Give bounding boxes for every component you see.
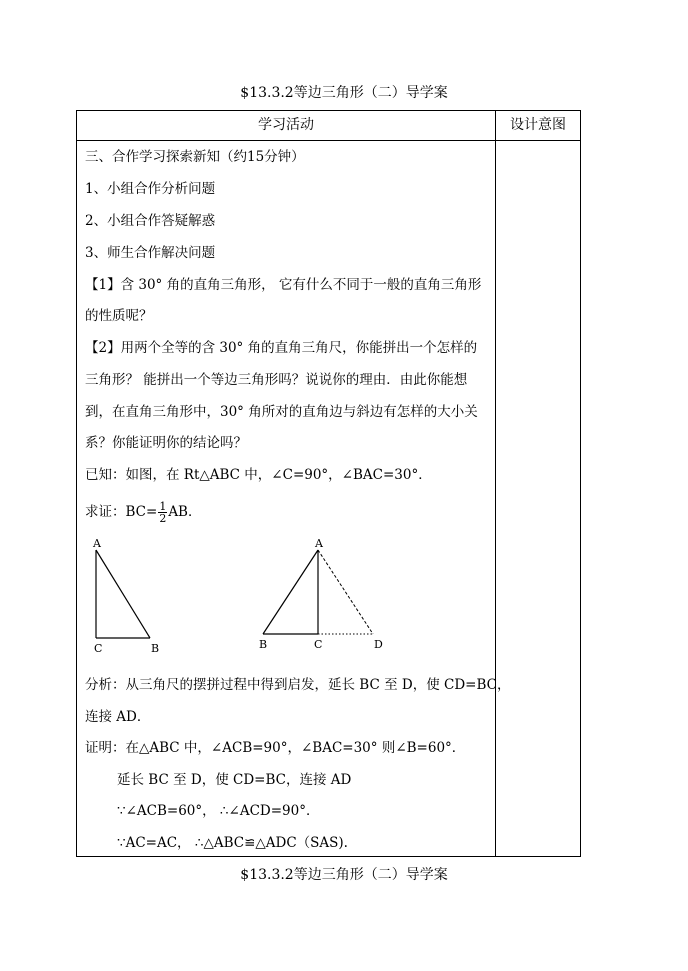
fig2-side-ad-dashed bbox=[318, 550, 373, 634]
figure-right-triangle-abc bbox=[92, 537, 159, 655]
fig2-label-c: C bbox=[314, 638, 323, 651]
question-1-line-2: 的性质呢？ bbox=[85, 308, 153, 324]
fraction-numerator: 1 bbox=[159, 500, 167, 513]
question-2-line-2: 三角形？ 能拼出一个等边三角形吗？说说你的理由．由此你能想 bbox=[85, 372, 468, 388]
column-header-intent: 设计意图 bbox=[510, 117, 566, 133]
proof-line-1: 证明：在△ABC 中，∠ACB=90°，∠BAC=30° 则∠B=60°． bbox=[85, 740, 466, 756]
fraction-one-half bbox=[158, 501, 167, 524]
fig2-label-a: A bbox=[315, 537, 323, 550]
proof-line-3: ∵∠ACB=60°， ∴∠ACD=90°． bbox=[117, 803, 320, 819]
prove-prefix: 求证：BC= bbox=[85, 504, 158, 520]
fig2-label-d: D bbox=[374, 638, 383, 651]
column-header-activity: 学习活动 bbox=[258, 117, 314, 133]
proof-line-4: ∵AC=AC， ∴△ABC≌△ADC（SAS). bbox=[117, 835, 348, 851]
page-footer-title: $13.3.2等边三角形（二）导学案 bbox=[240, 867, 448, 883]
question-2-line-1: 【2】用两个全等的含 30° 角的直角三角尺，你能拼出一个怎样的 bbox=[85, 340, 478, 356]
table-column-divider bbox=[495, 111, 496, 856]
fig1-label-b: B bbox=[151, 642, 160, 655]
prove-statement bbox=[85, 497, 201, 527]
fig2-side-ab bbox=[263, 550, 318, 634]
prove-suffix: AB． bbox=[168, 504, 202, 520]
fig2-label-b: B bbox=[259, 638, 268, 651]
fig1-label-a: A bbox=[93, 537, 101, 550]
question-2-line-4: 系？你能证明你的结论吗？ bbox=[85, 435, 247, 451]
question-1-line-1: 【1】含 30° 角的直角三角形， 它有什么不同于一般的直角三角形 bbox=[85, 277, 482, 293]
learning-table bbox=[76, 110, 581, 857]
step-1: 1、小组合作分析问题 bbox=[85, 181, 216, 197]
figure-combined-triangle-abd bbox=[259, 537, 383, 651]
step-3: 3、师生合作解决问题 bbox=[85, 245, 216, 261]
page-header-title: $13.3.2等边三角形（二）导学案 bbox=[240, 85, 448, 101]
table-header-divider bbox=[77, 140, 580, 141]
fraction-denominator: 2 bbox=[159, 512, 167, 525]
analysis-line-2: 连接 AD． bbox=[85, 709, 151, 725]
question-2-line-3: 到，在直角三角形中，30° 角所对的直角边与斜边有怎样的大小关 bbox=[85, 404, 478, 420]
fig1-side-ab bbox=[96, 550, 150, 638]
analysis-line-1: 分析：从三角尺的摆拼过程中得到启发，延长 BC 至 D，使 CD=BC， bbox=[85, 677, 511, 693]
step-2: 2、小组合作答疑解惑 bbox=[85, 213, 216, 229]
triangle-figures bbox=[77, 536, 495, 676]
given-statement: 已知：如图，在 Rt△ABC 中，∠C=90°，∠BAC=30°． bbox=[85, 467, 432, 483]
proof-line-2: 延长 BC 至 D，使 CD=BC，连接 AD bbox=[117, 772, 352, 788]
fig1-label-c: C bbox=[94, 642, 103, 655]
section-title: 三、合作学习探索新知（约15分钟） bbox=[85, 149, 305, 165]
